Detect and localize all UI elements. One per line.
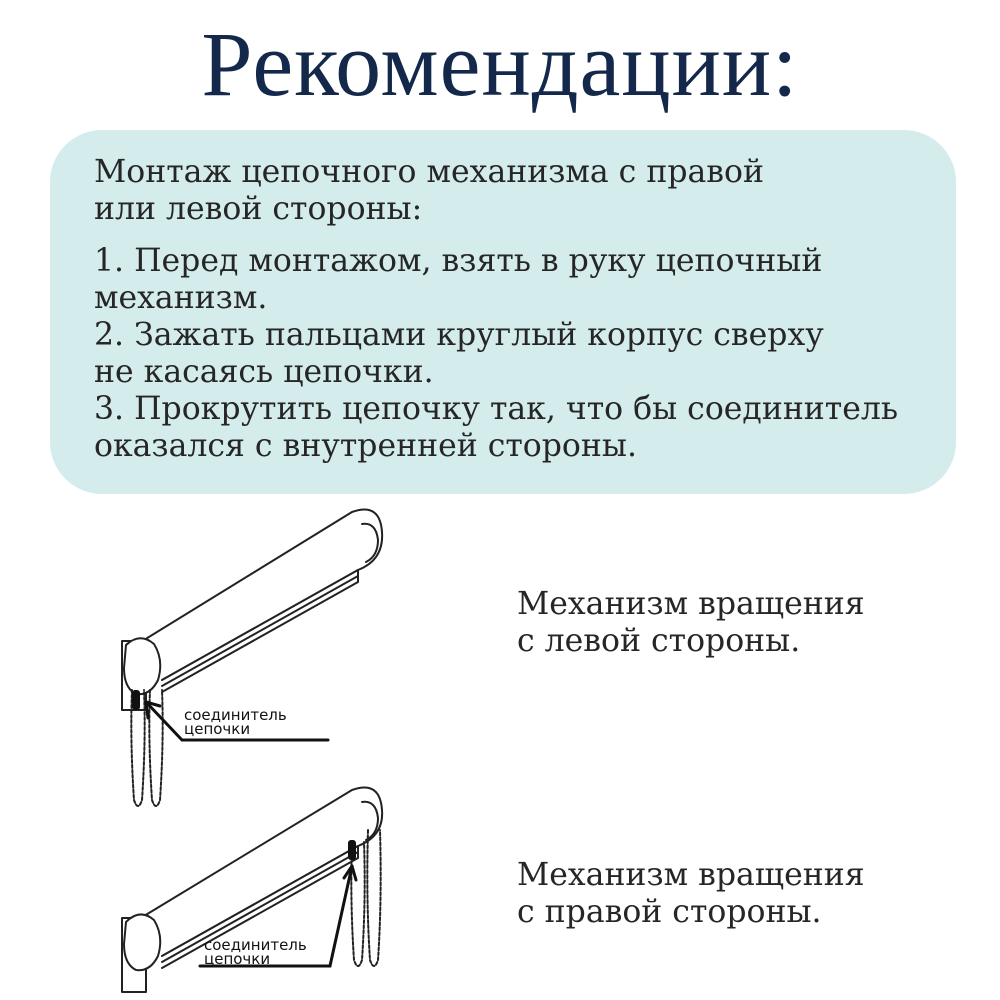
right-mechanism-diagram [100,770,400,1000]
page-title: Рекомендации: [201,13,799,115]
right-caption-line: с правой стороны. [517,894,822,930]
connector-label-line: цепочки [204,950,271,968]
right-caption [517,857,865,931]
step-line: 2. Зажать пальцами круглый корпус сверху [94,317,824,353]
intro-line: или левой стороны: [94,191,423,227]
step-line: оказался с внутренней стороны. [94,428,637,464]
end-cap [124,638,160,694]
left-caption-line: с левой стороны. [517,623,801,659]
chain-connector [132,690,140,710]
end-cap [124,914,160,970]
chain-strand [367,830,380,966]
left-caption [517,586,865,660]
step-line: не касаясь цепочки. [94,354,434,390]
step-line: 3. Прокрутить цепочку так, что бы соединитель [94,391,899,427]
step-line: механизм. [94,280,268,316]
intro-gap [94,228,944,243]
chain-connector [348,840,356,860]
instructions-text [94,154,944,465]
connector-label-line: соединитель [184,706,287,724]
connector-label-line: цепочки [184,720,251,738]
right-caption-line: Механизм вращения [517,857,865,893]
left-caption-line: Механизм вращения [517,586,865,622]
step-line: 1. Перед монтажом, взять в руку цепочный [94,243,823,279]
roller-tube [144,510,382,681]
connector-label-line: соединитель [204,936,307,954]
intro-line: Монтаж цепочного механизма с правой [94,154,764,190]
